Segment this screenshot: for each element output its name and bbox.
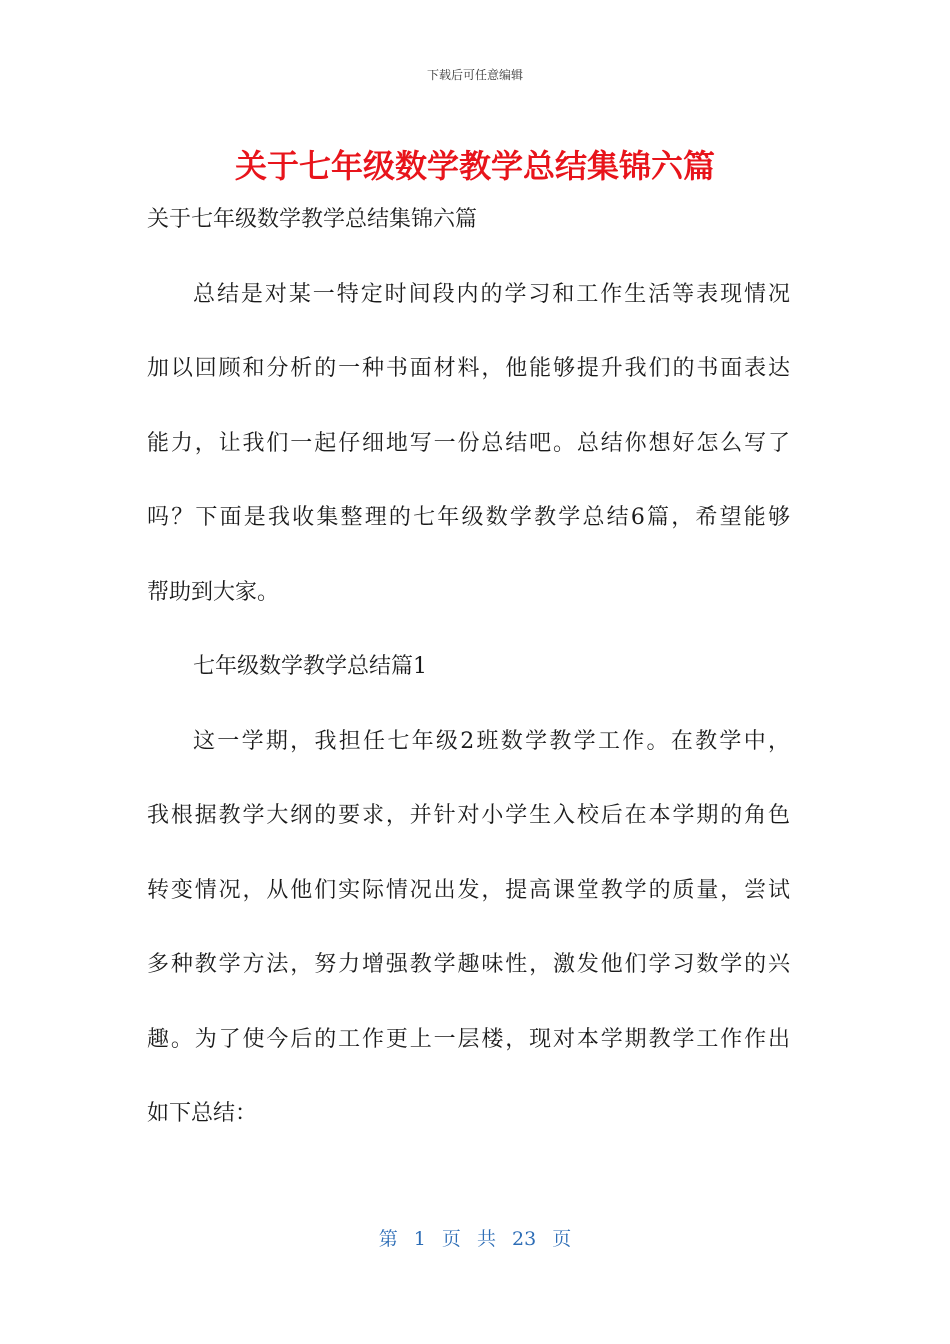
document-body xyxy=(147,200,807,1169)
header-note: 下载后可任意编辑 xyxy=(426,68,523,82)
subtitle-line: 关于七年级数学教学总结集锦六篇 xyxy=(147,207,478,232)
paragraph-line: 趣。为了使今后的工作更上一层楼，现对本学期教学工作作出 xyxy=(147,1026,790,1052)
paragraph-line: 帮助到大家。 xyxy=(147,579,280,605)
paragraph-line: 如下总结： xyxy=(147,1101,258,1126)
document-title: 关于七年级数学教学总结集锦六篇 xyxy=(234,147,715,185)
page-number: 第 1 页 共 23 页 xyxy=(378,1228,572,1250)
paragraph-line: 转变情况，从他们实际情况出发，提高课堂教学的质量，尝试 xyxy=(147,877,790,903)
section-heading: 七年级数学教学总结篇1 xyxy=(193,654,427,679)
paragraph-line: 我根据教学大纲的要求，并针对小学生入校后在本学期的角色 xyxy=(147,803,790,828)
paragraph-line: 能力，让我们一起仔细地写一份总结吧。总结你想好怎么写了 xyxy=(147,430,790,456)
paragraph-line: 吗？下面是我收集整理的七年级数学教学总结6篇，希望能够 xyxy=(147,505,790,530)
paragraph-line: 多种教学方法，努力增强教学趣味性，激发他们学习数学的兴 xyxy=(147,952,790,977)
paragraph-line: 总结是对某一特定时间段内的学习和工作生活等表现情况 xyxy=(193,281,790,307)
paragraph-line: 这一学期，我担任七年级2班数学教学工作。在教学中， xyxy=(193,728,790,754)
paragraph-line: 加以回顾和分析的一种书面材料，他能够提升我们的书面表达 xyxy=(147,356,790,381)
